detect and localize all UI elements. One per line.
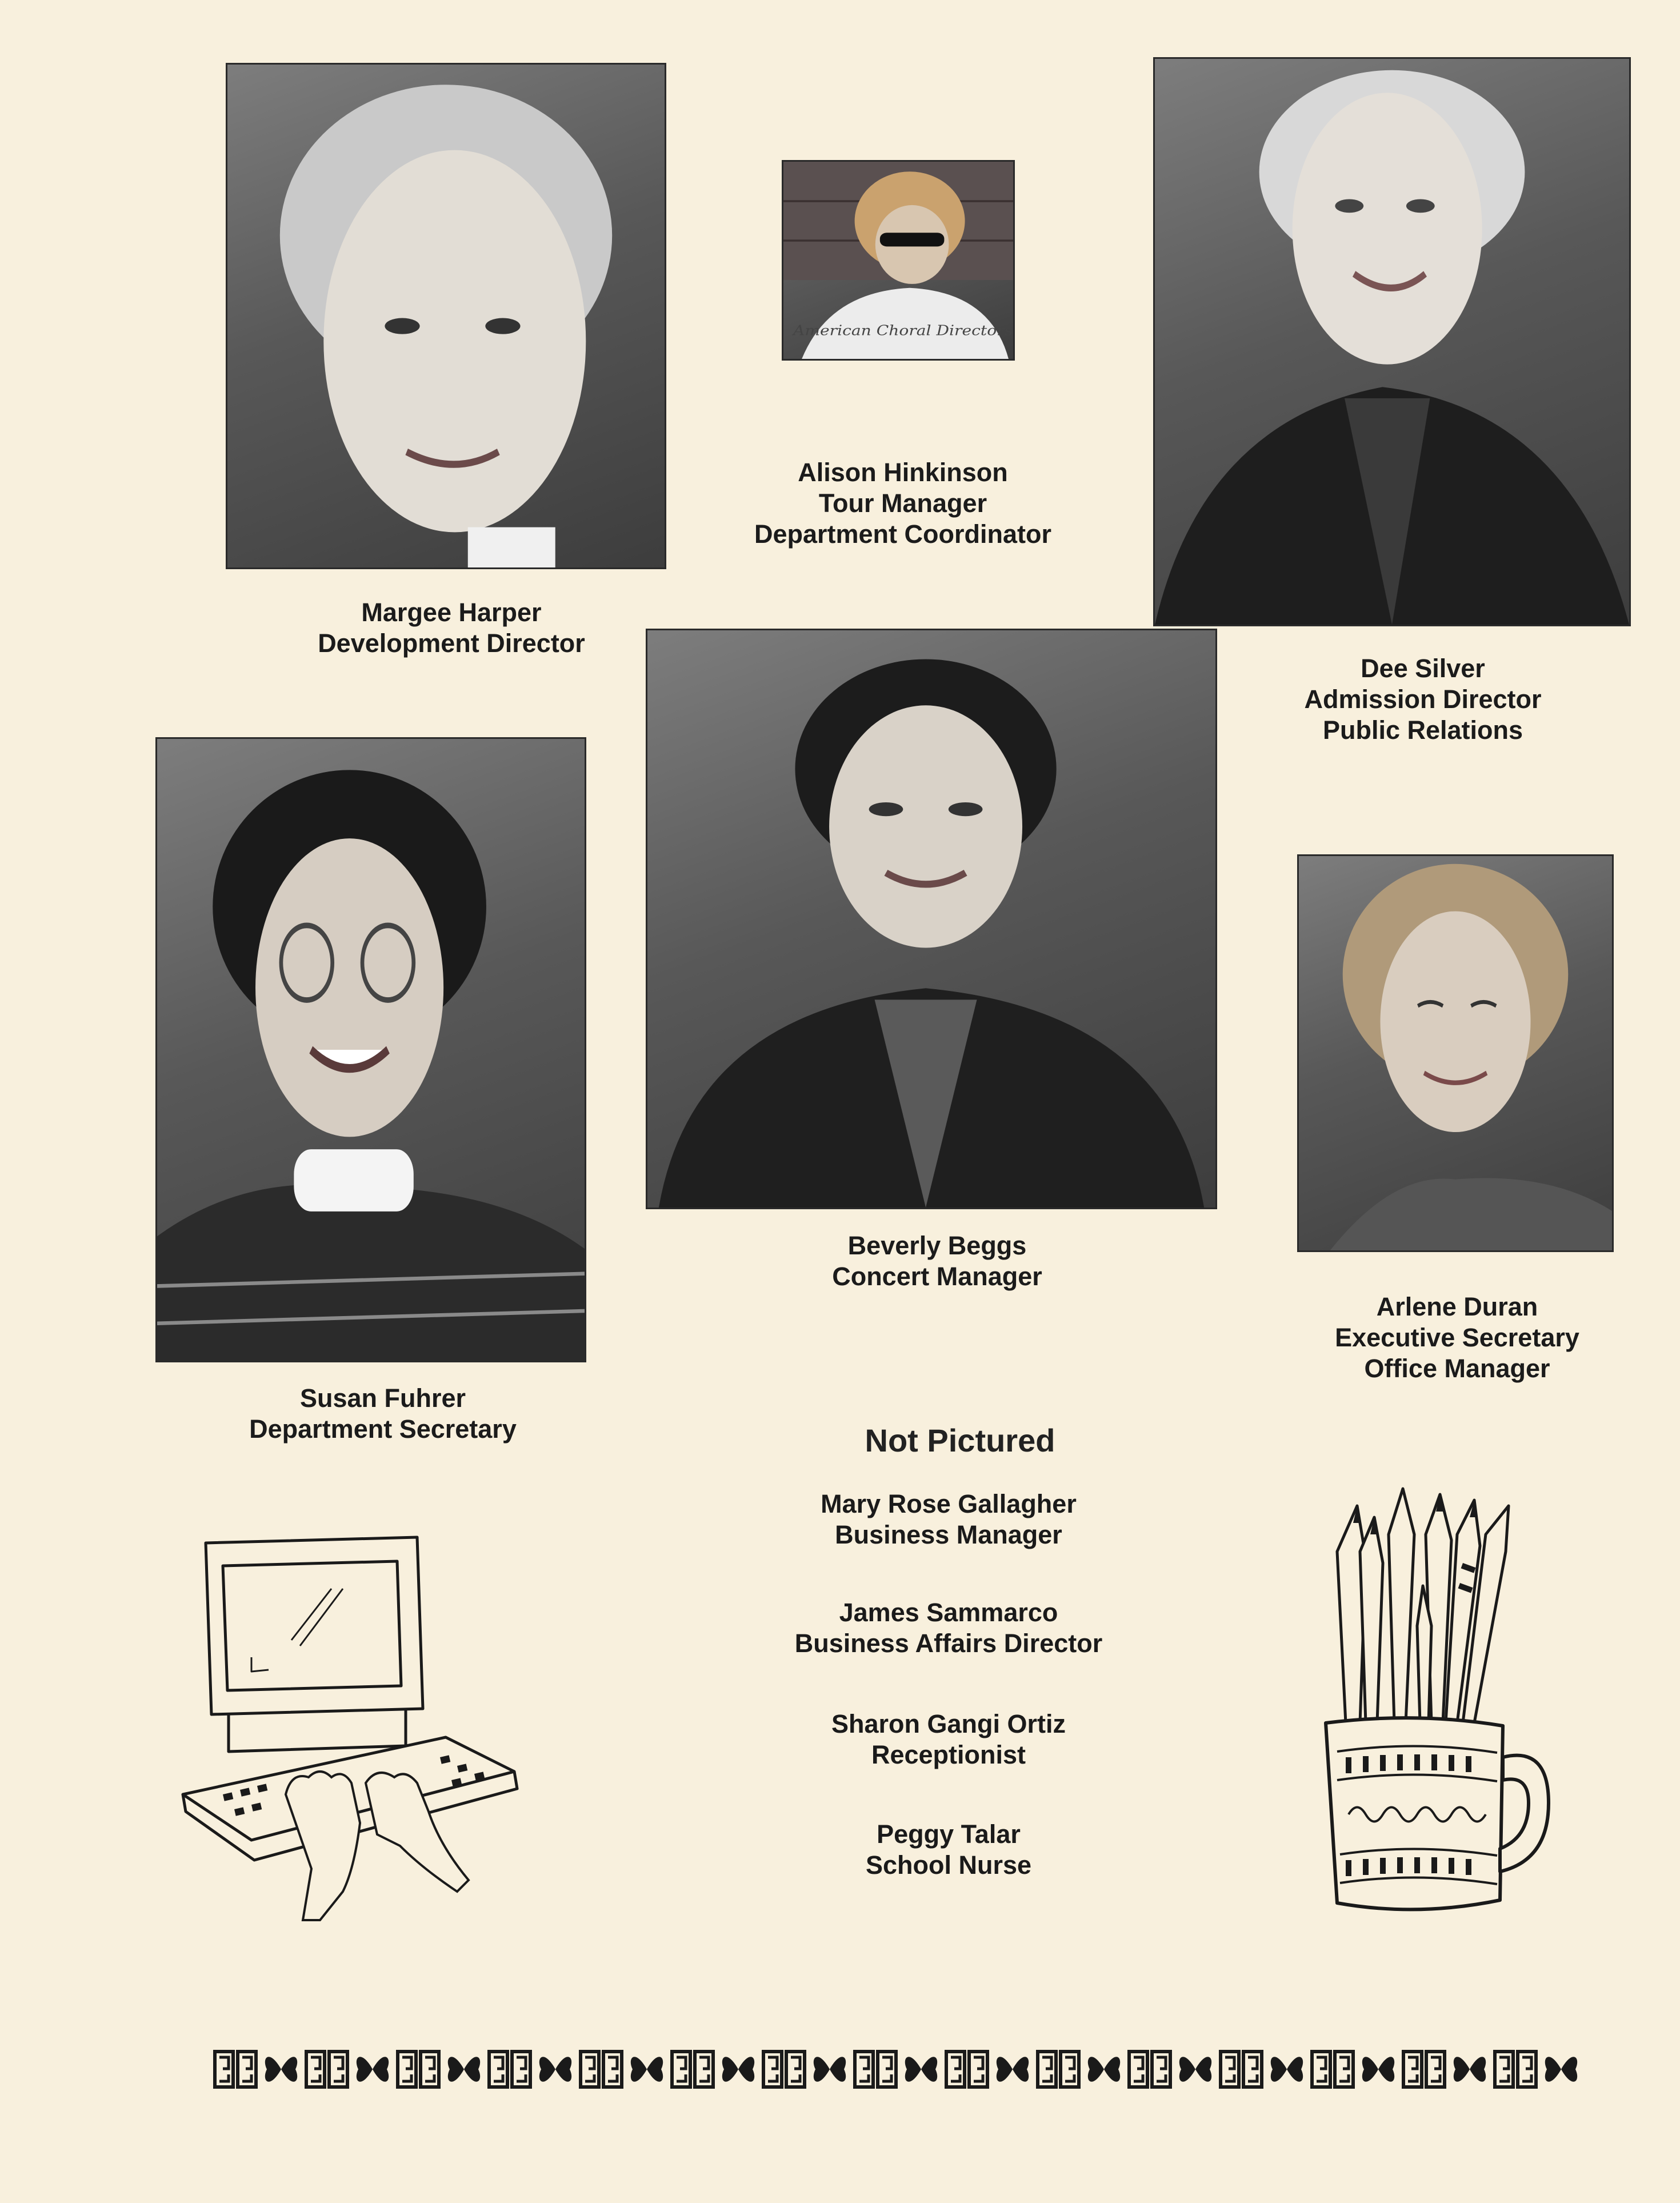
staff-title: Office Manager — [1364, 1354, 1550, 1383]
np-name: Peggy Talar — [877, 1820, 1021, 1849]
staff-title: Executive Secretary — [1335, 1323, 1579, 1352]
border-motif — [1403, 2052, 1486, 2087]
np-title: Business Manager — [835, 1520, 1062, 1549]
np-title: Business Affairs Director — [794, 1629, 1103, 1658]
staff-name: Margee Harper — [361, 598, 542, 627]
photo-beverly-beggs — [646, 629, 1217, 1209]
border-motif — [1038, 2052, 1120, 2087]
staff-title: Tour Manager — [818, 489, 987, 518]
border-motif — [1312, 2052, 1394, 2087]
border-motif — [306, 2052, 389, 2087]
staff-title: Concert Manager — [832, 1262, 1042, 1291]
shirt-print-text: American Choral Directors — [793, 323, 1013, 339]
staff-name: Beverly Beggs — [847, 1231, 1027, 1260]
decorative-border-strip — [213, 2046, 1595, 2093]
border-motif — [1221, 2052, 1303, 2087]
staff-name: Arlene Duran — [1376, 1292, 1538, 1321]
not-pictured-entry — [720, 1819, 1177, 1881]
np-name: James Sammarco — [839, 1598, 1058, 1627]
staff-name: Alison Hinkinson — [798, 458, 1008, 487]
not-pictured-entry — [720, 1597, 1177, 1659]
staff-title: Development Director — [318, 629, 585, 658]
border-pattern — [213, 2046, 1595, 2093]
staff-name: Dee Silver — [1361, 654, 1485, 683]
staff-name: Susan Fuhrer — [299, 1384, 466, 1413]
pencil-mug-icon — [1303, 1483, 1566, 1929]
border-motif — [581, 2052, 663, 2087]
staff-title: Public Relations — [1322, 715, 1523, 745]
border-motif — [398, 2052, 480, 2087]
border-motif — [215, 2052, 297, 2087]
np-name: Mary Rose Gallagher — [821, 1489, 1077, 1518]
not-pictured-entry — [720, 1709, 1177, 1770]
computer-keyboard-icon — [171, 1526, 520, 1926]
border-motif — [763, 2052, 846, 2087]
border-motif — [1495, 2052, 1577, 2087]
caption-susan-fuhrer — [206, 1383, 560, 1445]
np-name: Sharon Gangi Ortiz — [831, 1709, 1066, 1738]
caption-margee-harper — [274, 597, 629, 659]
photo-alison-hinkinson — [782, 160, 1015, 361]
photo-arlene-duran — [1297, 854, 1614, 1252]
photo-dee-silver — [1153, 57, 1631, 626]
not-pictured-entry — [720, 1489, 1177, 1550]
border-motif — [1129, 2052, 1211, 2087]
caption-dee-silver — [1246, 653, 1600, 746]
np-title: School Nurse — [865, 1850, 1032, 1880]
photo-susan-fuhrer — [155, 737, 586, 1362]
staff-title: Department Secretary — [249, 1414, 517, 1444]
caption-alison-hinkinson — [714, 457, 1091, 550]
border-motif — [946, 2052, 1029, 2087]
caption-arlene-duran — [1280, 1292, 1634, 1384]
caption-beverly-beggs — [760, 1230, 1114, 1292]
border-motif — [855, 2052, 937, 2087]
not-pictured-heading: Not Pictured — [865, 1422, 1055, 1458]
staff-title: Department Coordinator — [754, 519, 1052, 549]
staff-title: Admission Director — [1304, 685, 1542, 714]
photo-margee-harper — [226, 63, 666, 569]
border-motif — [672, 2052, 754, 2087]
np-title: Receptionist — [871, 1740, 1026, 1769]
border-motif — [489, 2052, 571, 2087]
